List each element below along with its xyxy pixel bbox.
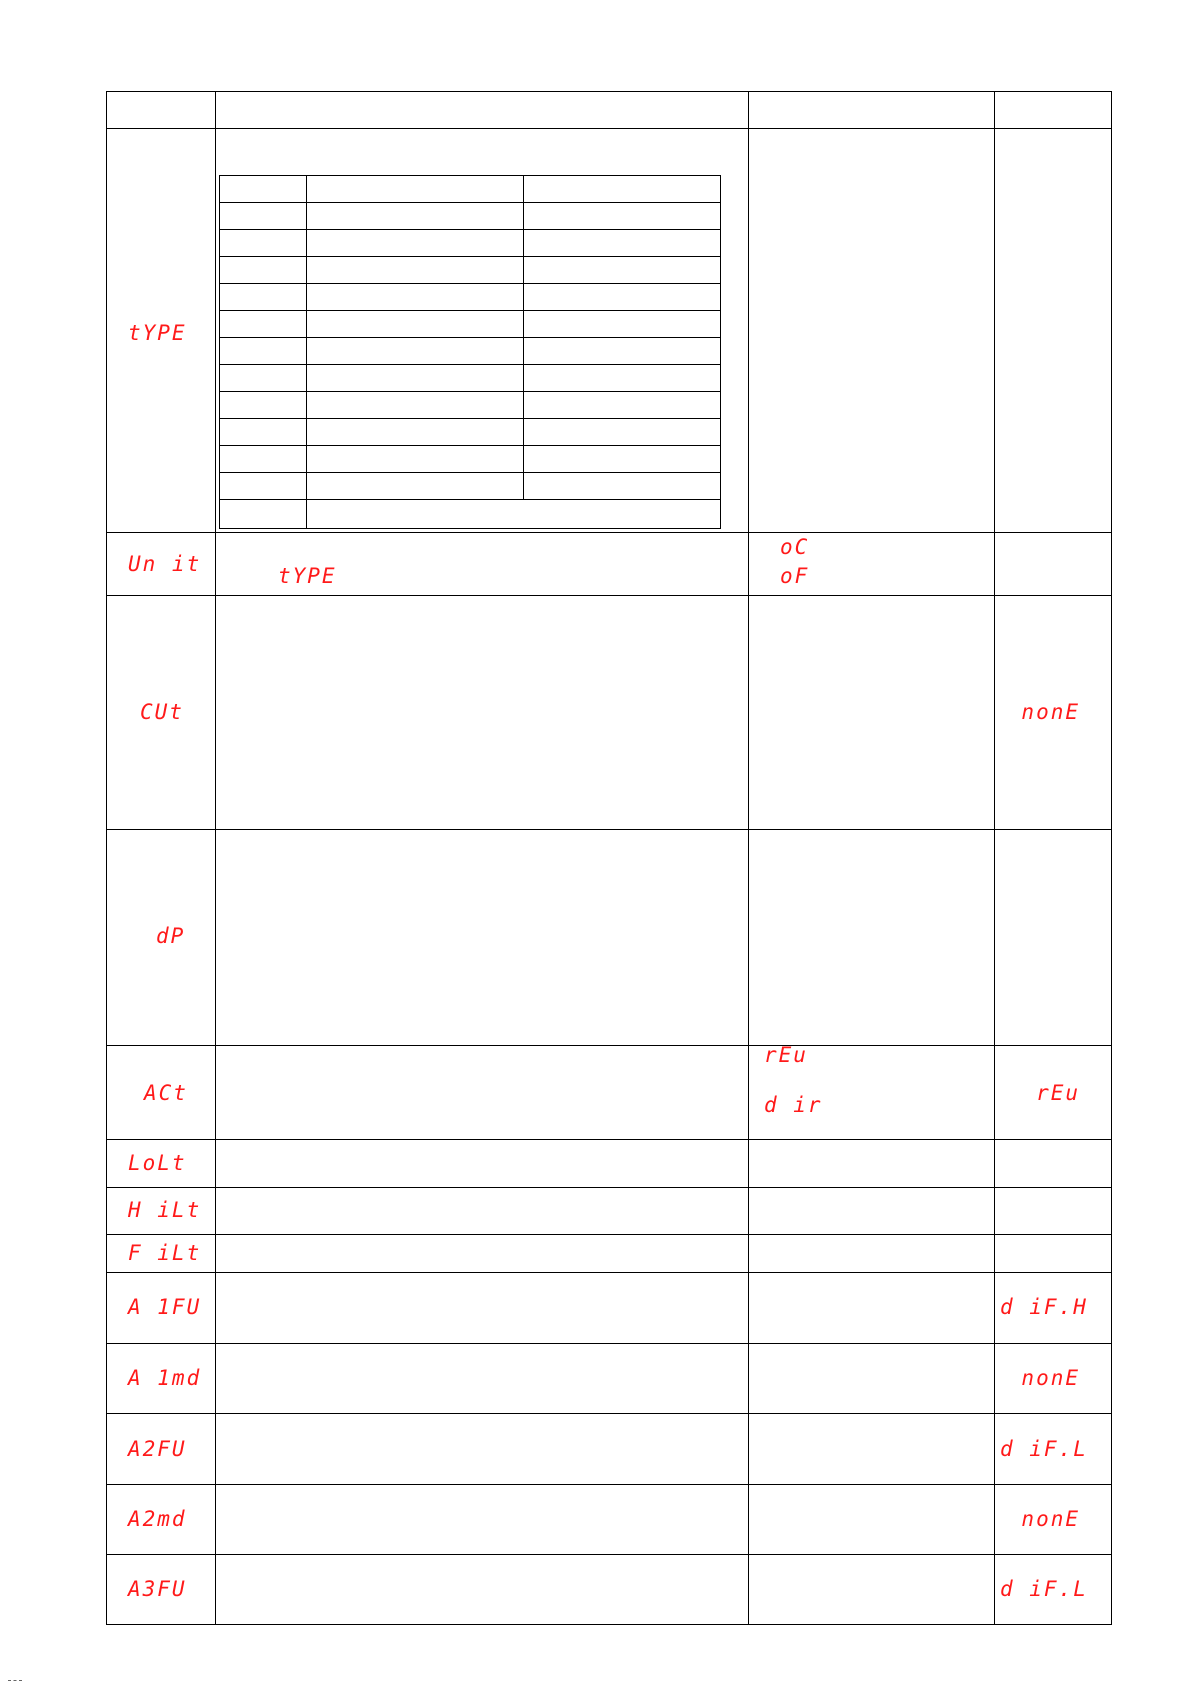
default-act: rEu xyxy=(1036,1081,1080,1105)
table-left-border xyxy=(106,91,107,1625)
param-code-a1md: A 1md xyxy=(128,1366,202,1390)
param-code-cut: CUt xyxy=(140,700,184,724)
default-a1fu: d iF.H xyxy=(1000,1295,1088,1319)
default-cut: nonE xyxy=(1021,700,1080,724)
param-code-a3fu: A3FU xyxy=(128,1577,187,1601)
param-code-type: tYPE xyxy=(128,321,187,345)
param-code-lolt: LoLt xyxy=(128,1151,187,1175)
column-divider-1 xyxy=(215,91,216,1625)
row-divider xyxy=(106,1234,1111,1235)
column-divider-3 xyxy=(994,91,995,1625)
table-bottom-border xyxy=(106,1624,1111,1625)
param-code-filt: F iLt xyxy=(128,1241,202,1265)
param-code-a2fu: A2FU xyxy=(128,1437,187,1461)
column-divider-2 xyxy=(748,91,749,1625)
default-a1md: nonE xyxy=(1021,1366,1080,1390)
table-right-border xyxy=(1111,91,1112,1625)
param-code-act: ACt xyxy=(144,1081,188,1105)
unit-option-fahrenheit: oF xyxy=(780,564,810,588)
row-divider xyxy=(106,1045,1111,1046)
row-divider xyxy=(106,1272,1111,1273)
row-divider xyxy=(106,1343,1111,1344)
row-divider xyxy=(106,532,1111,533)
param-code-dp: dP xyxy=(156,924,186,948)
table-top-border xyxy=(106,91,1111,92)
act-option-reverse: rEu xyxy=(764,1043,808,1067)
param-code-a2md: A2md xyxy=(128,1507,187,1531)
param-code-a1fu: A 1FU xyxy=(128,1295,202,1319)
default-a2md: nonE xyxy=(1021,1507,1080,1531)
row-divider xyxy=(106,1413,1111,1414)
default-a2fu: d iF.L xyxy=(1000,1437,1088,1461)
default-a3fu: d iF.L xyxy=(1000,1577,1088,1601)
row-divider xyxy=(106,1187,1111,1188)
row-divider xyxy=(106,1554,1111,1555)
param-code-hilt: H iLt xyxy=(128,1198,202,1222)
row-divider xyxy=(106,1484,1111,1485)
param-code-unit: Un it xyxy=(128,552,202,576)
row-divider xyxy=(106,829,1111,830)
row-divider xyxy=(106,595,1111,596)
header-row-divider xyxy=(106,128,1111,129)
page-footer-mark xyxy=(8,1676,22,1681)
unit-note-type-code: tYPE xyxy=(278,564,337,588)
row-divider xyxy=(106,1139,1111,1140)
unit-option-celsius: oC xyxy=(780,535,810,559)
act-option-direct: d ir xyxy=(764,1093,823,1117)
